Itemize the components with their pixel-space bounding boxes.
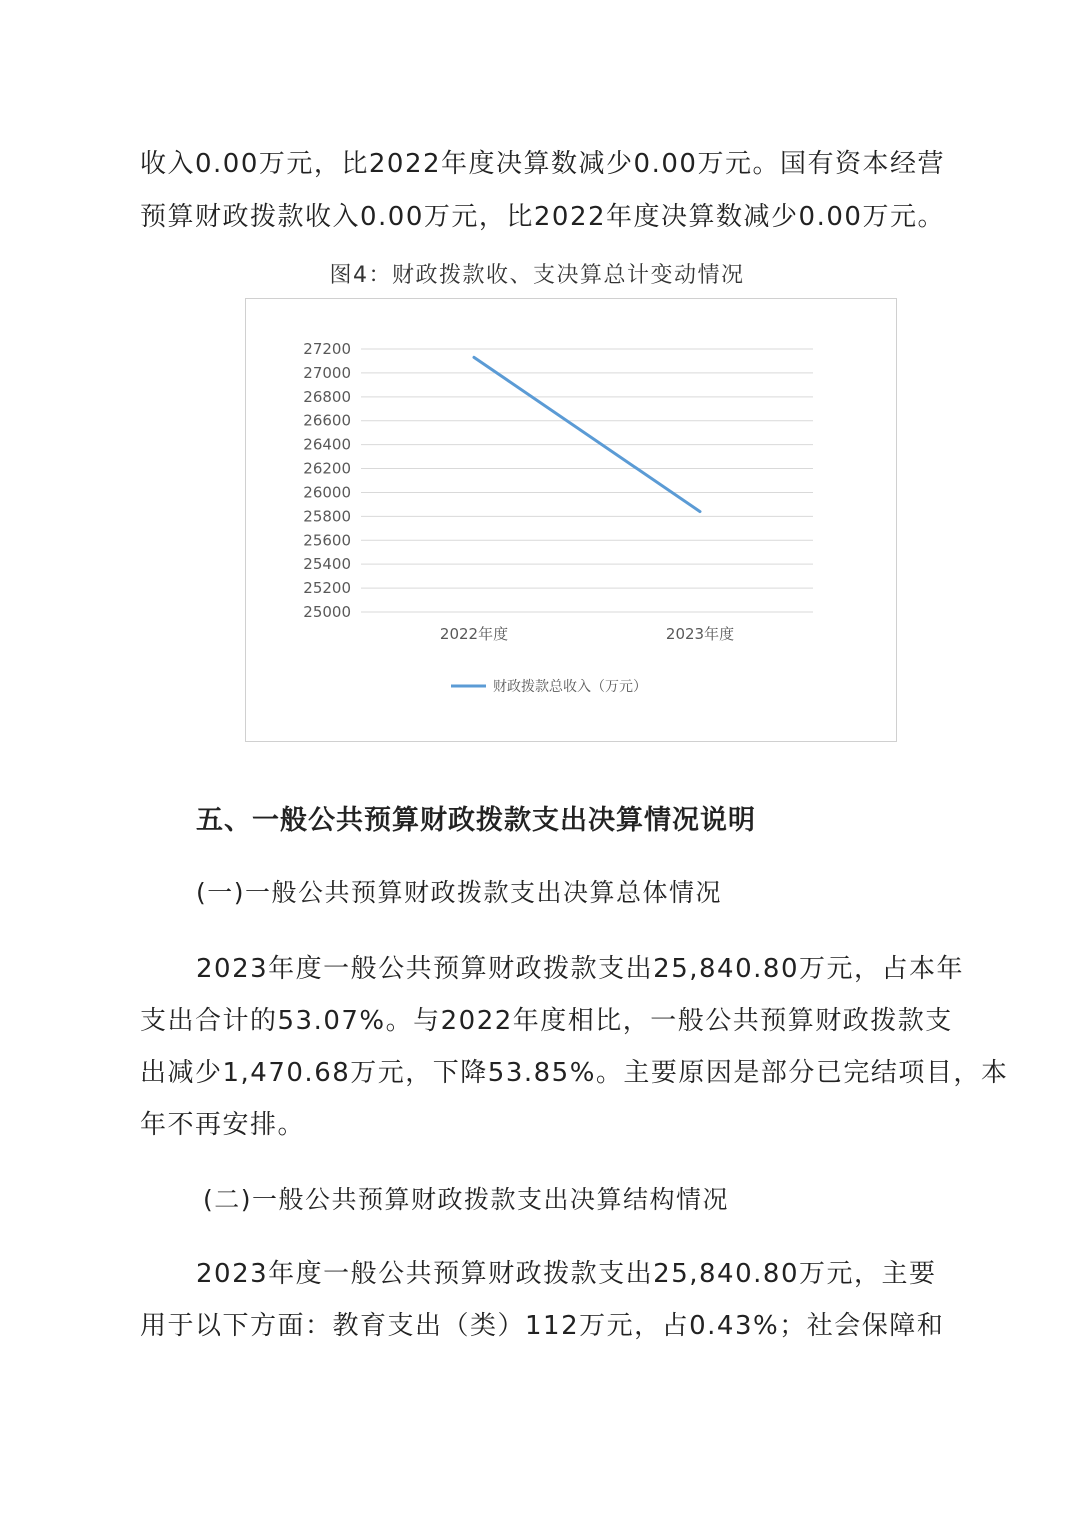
y-tick-label: 25800 <box>303 507 351 526</box>
section-heading: 五、一般公共预算财政拨款支出决算情况说明 <box>196 805 756 836</box>
paragraph-line: 出减少1,470.68万元，下降53.85%。主要原因是部分已完结项目，本 <box>140 1058 1009 1088</box>
y-tick-label: 26600 <box>303 411 351 430</box>
y-tick-label: 27200 <box>303 340 351 358</box>
paragraph-line: 2023年度一般公共预算财政拨款支出25,840.80万元，占本年 <box>196 954 964 984</box>
paragraph-line: 预算财政拨款收入0.00万元，比2022年度决算数减少0.00万元。 <box>140 202 945 232</box>
x-tick-label: 2023年度 <box>665 625 735 643</box>
line-chart <box>245 298 897 742</box>
y-tick-label: 25200 <box>303 579 351 598</box>
series-line <box>474 357 700 511</box>
paragraph-line: 2023年度一般公共预算财政拨款支出25,840.80万元，主要 <box>196 1259 937 1289</box>
paragraph-line: 用于以下方面：教育支出（类）112万元，占0.43%；社会保障和 <box>140 1311 945 1341</box>
paragraph-line: 收入0.00万元，比2022年度决算数减少0.00万元。国有资本经营 <box>140 149 945 179</box>
paragraph-line: 支出合计的53.07%。与2022年度相比，一般公共预算财政拨款支 <box>140 1006 953 1036</box>
legend-label: 财政拨款总收入（万元） <box>493 679 647 695</box>
y-tick-label: 26400 <box>303 435 351 454</box>
paragraph-line: 年不再安排。 <box>140 1110 306 1140</box>
y-tick-label: 27000 <box>303 363 351 382</box>
y-tick-label: 25000 <box>303 603 351 621</box>
y-tick-label: 25400 <box>303 555 351 574</box>
y-tick-label: 26000 <box>303 483 351 502</box>
figure-caption: 图4：财政拨款收、支决算总计变动情况 <box>329 263 745 288</box>
subsection-heading-overall: (一)一般公共预算财政拨款支出决算总体情况 <box>196 878 723 907</box>
x-tick-label: 2022年度 <box>439 625 509 643</box>
y-tick-label: 26800 <box>303 387 351 406</box>
chart-canvas <box>246 299 896 741</box>
y-tick-label: 25600 <box>303 531 351 550</box>
y-tick-label: 26200 <box>303 459 351 478</box>
subsection-heading-structure: (二)一般公共预算财政拨款支出决算结构情况 <box>203 1185 730 1214</box>
